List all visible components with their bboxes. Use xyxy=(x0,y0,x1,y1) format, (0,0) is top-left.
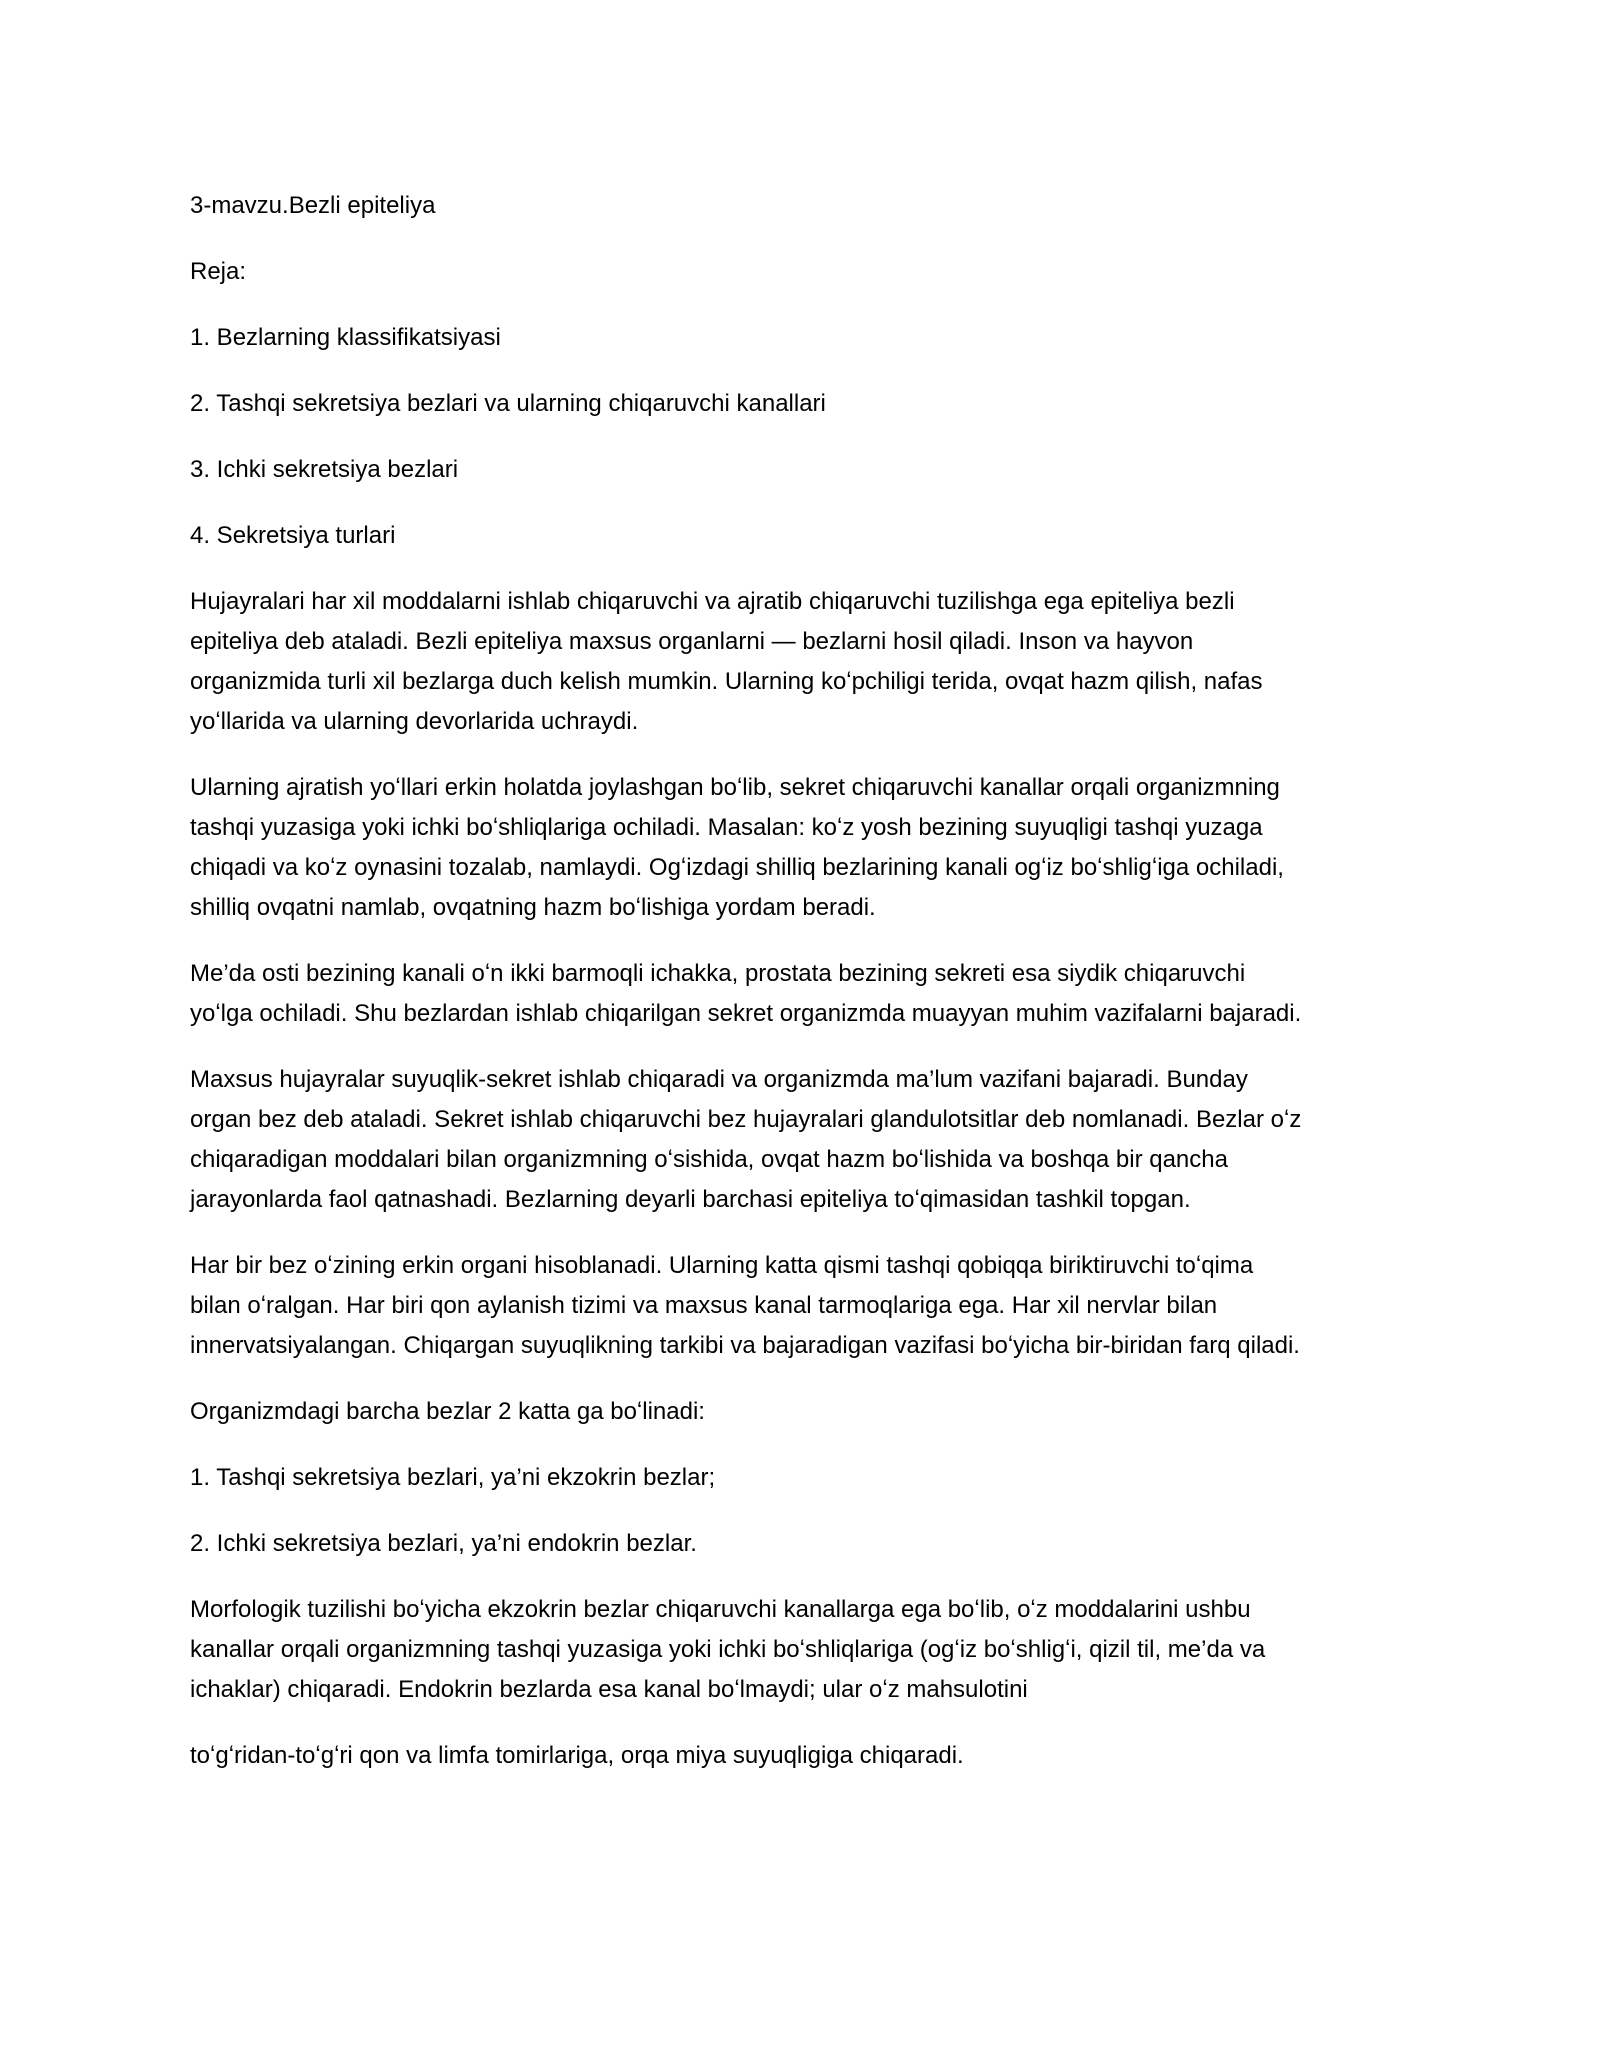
paragraph-line: Morfologik tuzilishi boʻyicha ekzokrin bezlar chiqaruvchi kanallarga ega boʻlib, oʻz moddalarini ushbu xyxy=(190,1596,1251,1623)
paragraph-line: chiqadi va koʻz oynasini tozalab, namlaydi. Ogʻizdagi shilliq bezlarining kanali ogʻiz boʻshligʻiga ochiladi, xyxy=(190,854,1284,881)
paragraph-line: organ bez deb ataladi. Sekret ishlab chiqaruvchi bez hujayralari glandulotsitlar deb nomlanadi. Bezlar oʻz xyxy=(190,1106,1302,1133)
paragraph-line: Me’da osti bezining kanali oʻn ikki barmoqli ichakka, prostata bezining sekreti esa siydik chiqaruvchi xyxy=(190,960,1246,987)
classification-item: 1. Tashqi sekretsiya bezlari, ya’ni ekzokrin bezlar; xyxy=(190,1464,716,1491)
paragraph-line: tashqi yuzasiga yoki ichki boʻshliqlariga ochiladi. Masalan: koʻz yosh bezining suyuqligi tashqi yuzaga xyxy=(190,814,1263,841)
paragraph-line: organizmida turli xil bezlarga duch kelish mumkin. Ularning koʻpchiligi terida, ovqat hazm qilish, nafas xyxy=(190,668,1263,695)
paragraph-line: epiteliya deb ataladi. Bezli epiteliya maxsus organlarni — bezlarni hosil qiladi. Inson va hayvon xyxy=(190,628,1194,655)
plan-item: 3. Ichki sekretsiya bezlari xyxy=(190,456,459,483)
paragraph-line: Har bir bez oʻzining erkin organi hisoblanadi. Ularning katta qismi tashqi qobiqqa biriktiruvchi toʻqima xyxy=(190,1252,1254,1279)
paragraph-pancreas-prostate xyxy=(190,954,1415,1034)
classification-item: 2. Ichki sekretsiya bezlari, ya’ni endokrin bezlar. xyxy=(190,1530,697,1557)
plan-item: 2. Tashqi sekretsiya bezlari va ularning chiqaruvchi kanallari xyxy=(190,390,826,417)
paragraph-line: bilan oʻralgan. Har biri qon aylanish tizimi va maxsus kanal tarmoqlariga ega. Har xil nervlar bilan xyxy=(190,1292,1218,1319)
classification-intro: Organizmdagi barcha bezlar 2 katta ga boʻlinadi: xyxy=(190,1398,705,1425)
paragraph-line: ichaklar) chiqaradi. Endokrin bezlarda esa kanal boʻlmaydi; ular oʻz mahsulotini xyxy=(190,1676,1028,1703)
paragraph-gland-organ xyxy=(190,1246,1415,1366)
paragraph-gland-epithelium xyxy=(190,582,1415,742)
paragraph-secretory-cells xyxy=(190,1060,1415,1220)
paragraph-line: Hujayralari har xil moddalarni ishlab chiqaruvchi va ajratib chiqaruvchi tuzilishga ega epiteliya bezli xyxy=(190,588,1235,615)
paragraph-excretory-ducts xyxy=(190,768,1415,928)
document-page xyxy=(190,186,1415,1802)
paragraph-line: shilliq ovqatni namlab, ovqatning hazm boʻlishiga yordam beradi. xyxy=(190,894,876,921)
plan-item: 4. Sekretsiya turlari xyxy=(190,522,396,549)
paragraph-line: chiqaradigan moddalari bilan organizmning oʻsishida, ovqat hazm boʻlishida va boshqa bir qancha xyxy=(190,1146,1228,1173)
document-title: 3-mavzu.Bezli epiteliya xyxy=(190,192,436,219)
plan-item: 1. Bezlarning klassifikatsiyasi xyxy=(190,324,501,351)
closing-line: toʻgʻridan-toʻgʻri qon va limfa tomirlariga, orqa miya suyuqligiga chiqaradi. xyxy=(190,1742,964,1769)
plan-label: Reja: xyxy=(190,258,247,285)
paragraph-morphology xyxy=(190,1590,1415,1710)
paragraph-line: innervatsiyalangan. Chiqargan suyuqlikning tarkibi va bajaradigan vazifasi boʻyicha bir-biridan farq qiladi. xyxy=(190,1332,1300,1359)
paragraph-line: jarayonlarda faol qatnashadi. Bezlarning deyarli barchasi epiteliya toʻqimasidan tashkil topgan. xyxy=(190,1186,1191,1213)
paragraph-line: yoʻllarida va ularning devorlarida uchraydi. xyxy=(190,708,639,735)
paragraph-line: Ularning ajratish yoʻllari erkin holatda joylashgan boʻlib, sekret chiqaruvchi kanallar orqali organizmning xyxy=(190,774,1280,801)
paragraph-line: Maxsus hujayralar suyuqlik-sekret ishlab chiqaradi va organizmda ma’lum vazifani bajaradi. Bunday xyxy=(190,1066,1248,1093)
paragraph-line: kanallar orqali organizmning tashqi yuzasiga yoki ichki boʻshliqlariga (ogʻiz boʻshligʻi, qizil til, me’da va xyxy=(190,1636,1266,1663)
paragraph-line: yoʻlga ochiladi. Shu bezlardan ishlab chiqarilgan sekret organizmda muayyan muhim vazifalarni bajaradi. xyxy=(190,1000,1302,1027)
